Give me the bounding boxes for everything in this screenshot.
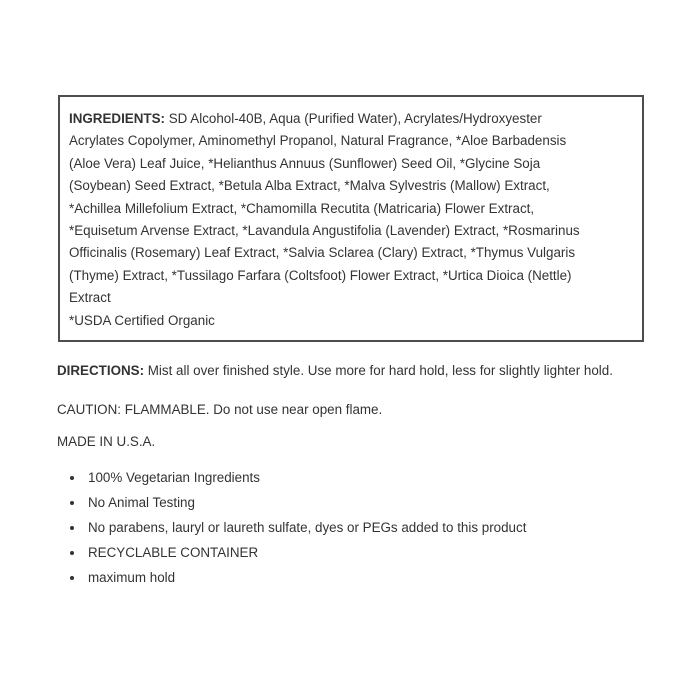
feature-text: RECYCLABLE CONTAINER	[88, 545, 259, 561]
feature-item	[57, 490, 644, 515]
bullet-icon	[70, 551, 74, 555]
feature-item	[57, 565, 644, 590]
ingredients-line: Extract	[69, 290, 111, 306]
feature-item	[57, 515, 644, 540]
bullet-icon	[70, 576, 74, 580]
ingredients-line: *Achillea Millefolium Extract, *Chamomilla Recutita (Matricaria) Flower Extract,	[69, 200, 535, 216]
ingredients-line: Acrylates Copolymer, Aminomethyl Propanol, Natural Fragrance, *Aloe Barbadensis	[69, 133, 567, 149]
made-in-text: MADE IN U.S.A.	[57, 434, 156, 450]
ingredients-line: Officinalis (Rosemary) Leaf Extract, *Salvia Sclarea (Clary) Extract, *Thymus Vulgaris	[69, 245, 576, 261]
feature-text: 100% Vegetarian Ingredients	[88, 470, 260, 486]
feature-list	[57, 465, 644, 590]
bullet-icon	[70, 526, 74, 530]
ingredients-label: INGREDIENTS:	[69, 111, 165, 126]
feature-text: No Animal Testing	[88, 495, 195, 511]
ingredients-line: (Aloe Vera) Leaf Juice, *Helianthus Annuus (Sunflower) Seed Oil, *Glycine Soja	[69, 155, 541, 171]
directions-label: DIRECTIONS:	[57, 363, 145, 379]
caution-text: CAUTION: FLAMMABLE. Do not use near open flame.	[57, 402, 383, 418]
directions-text: Mist all over finished style. Use more for hard hold, less for slightly lighter hold.	[147, 363, 613, 379]
ingredients-line	[69, 108, 633, 130]
feature-item	[57, 465, 644, 490]
ingredients-line-text: SD Alcohol-40B, Aqua (Purified Water), Acrylates/Hydroxyester	[168, 111, 542, 126]
ingredients-line: (Soybean) Seed Extract, *Betula Alba Extract, *Malva Sylvestris (Mallow) Extract,	[69, 178, 550, 194]
feature-text: No parabens, lauryl or laureth sulfate, dyes or PEGs added to this product	[88, 520, 527, 536]
feature-item	[57, 540, 644, 565]
directions-paragraph	[57, 359, 629, 382]
ingredients-box	[58, 95, 644, 342]
organic-footnote: *USDA Certified Organic	[69, 312, 215, 328]
feature-text: maximum hold	[88, 570, 176, 586]
ingredients-line: (Thyme) Extract, *Tussilago Farfara (Coltsfoot) Flower Extract, *Urtica Dioica (Nettle)	[69, 267, 572, 283]
bullet-icon	[70, 476, 74, 480]
ingredients-line: *Equisetum Arvense Extract, *Lavandula Angustifolia (Lavender) Extract, *Rosmarinus	[69, 223, 580, 239]
bullet-icon	[70, 501, 74, 505]
